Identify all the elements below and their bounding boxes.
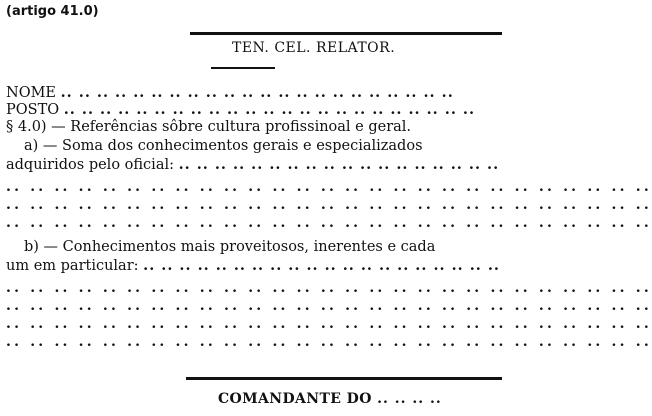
- posto-fill-dots: .. .. .. .. .. .. .. .. .. .. .. .. .. .. .. .. .. .. .. .. .. .. ..: [63, 101, 476, 118]
- article-reference: (artigo 41.0): [6, 4, 99, 19]
- posto-label: POSTO: [6, 102, 60, 118]
- item-b-line1: b) — Conhecimentos mais proveitosos, inerentes e cada: [24, 239, 436, 255]
- item-a-line2-text: adquiridos pelo oficial:: [6, 157, 174, 173]
- item-b-line2: [6, 257, 500, 275]
- item-a-line1: a) — Soma dos conhecimentos gerais e especializados: [24, 138, 423, 154]
- dot-line: .. .. .. .. .. .. .. .. .. .. .. .. .. .. .. .. .. .. .. .. .. .. .. .. .. .. ..: [6, 179, 652, 195]
- dot-line: .. .. .. .. .. .. .. .. .. .. .. .. .. .. .. .. .. .. .. .. .. .. .. .. .. .. ..: [6, 334, 652, 350]
- title-underline: [211, 67, 275, 69]
- item-b-line2-dots: .. .. .. .. .. .. .. .. .. .. .. .. .. .. .. .. .. .. .. ..: [143, 257, 500, 274]
- dot-line: .. .. .. .. .. .. .. .. .. .. .. .. .. .. .. .. .. .. .. .. .. .. .. .. .. .. ..: [6, 298, 652, 314]
- item-b-line2-text: um em particular:: [6, 258, 139, 274]
- section-heading: § 4.0) — Referências sôbre cultura profissinoal e geral.: [6, 119, 412, 135]
- nome-label: NOME: [6, 85, 57, 101]
- bottom-signature-rule: [186, 377, 502, 380]
- dot-line: .. .. .. .. .. .. .. .. .. .. .. .. .. .. .. .. .. .. .. .. .. .. .. .. .. .. ..: [6, 316, 652, 332]
- dot-line: .. .. .. .. .. .. .. .. .. .. .. .. .. .. .. .. .. .. .. .. .. .. .. .. .. .. ..: [6, 215, 652, 231]
- dot-line: .. .. .. .. .. .. .. .. .. .. .. .. .. .. .. .. .. .. .. .. .. .. .. .. .. .. ..: [6, 280, 652, 296]
- top-signature-rule: [190, 32, 502, 35]
- item-a-line2: [6, 156, 499, 174]
- nome-field: [6, 84, 454, 102]
- bottom-signatory-title: COMANDANTE DO: [218, 391, 372, 407]
- bottom-signatory: [218, 391, 442, 407]
- nome-fill-dots: .. .. .. .. .. .. .. .. .. .. .. .. .. .. .. .. .. .. .. .. .. ..: [60, 84, 454, 101]
- item-a-line2-dots: .. .. .. .. .. .. .. .. .. .. .. .. .. .. .. .. .. ..: [178, 156, 500, 173]
- bottom-signatory-dots: .. .. .. ..: [377, 391, 442, 407]
- posto-field: [6, 101, 475, 119]
- top-signatory-title: TEN. CEL. RELATOR.: [232, 40, 396, 56]
- dot-line: .. .. .. .. .. .. .. .. .. .. .. .. .. .. .. .. .. .. .. .. .. .. .. .. .. .. ..: [6, 197, 652, 213]
